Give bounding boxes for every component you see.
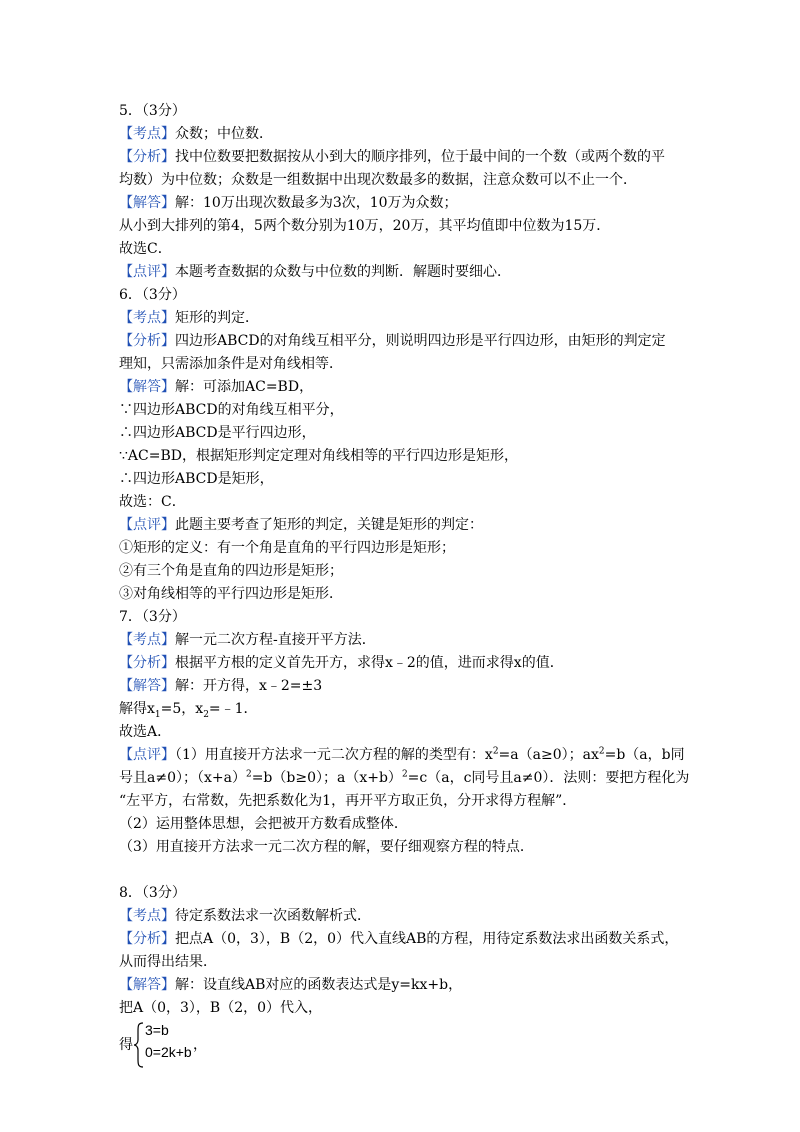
q6-jieda-line5: ∴四边形ABCD是矩形， <box>119 471 274 487</box>
q8-kaodian: 【考点】待定系数法求一次函数解析式． <box>119 908 371 924</box>
left-brace-icon <box>133 1022 145 1068</box>
solutions-body <box>119 100 689 1068</box>
q7-dianping: 【点评】（1）用直接开方法求一元二次方程的解的类型有：$x^2=a(a\ge 0)$；$ax^2=b(a$，b同 <box>119 746 685 763</box>
q5-jieda-line2: 从小到大排列的第4，5两个数分别为10万，20万，其平均值即中位数为15万． <box>119 218 611 234</box>
fenxi-tag: 【分析】 <box>119 333 175 349</box>
q5-heading: 5．（3分） <box>119 103 186 119</box>
q5-jieda: 【解答】解：10万出现次数最多为3次，10万为众数； <box>119 195 458 211</box>
q7-fenxi: 【分析】根据平方根的定义首先开方，求得x﹣2的值，进而求得x的值． <box>119 655 564 671</box>
q6-dianping-item3: ③对角线相等的平行四边形是矩形． <box>119 586 343 602</box>
dianping-tag: 【点评】 <box>119 747 175 763</box>
q6-kaodian: 【考点】矩形的判定． <box>119 310 259 326</box>
q8-fenxi-cont: 从而得出结果． <box>119 954 217 970</box>
q5-fenxi: 【分析】找中位数要把数据按从小到大的顺序排列，位于最中间的一个数（或两个数的平 <box>119 149 665 165</box>
jieda-tag: 【解答】 <box>119 678 175 694</box>
dianping-tag: 【点评】 <box>119 264 175 280</box>
q5-answer: 故选C． <box>119 241 172 257</box>
jieda-tag: 【解答】 <box>119 977 175 993</box>
fenxi-tag: 【分析】 <box>119 931 175 947</box>
q5-kaodian: 【考点】众数；中位数． <box>119 126 273 142</box>
section-gap <box>119 859 689 882</box>
q7-jieda: 【解答】解：开方得，x﹣2=±3 <box>119 678 323 694</box>
equation-system <box>119 1022 689 1068</box>
q5-fenxi-cont: 均数）为中位数；众数是一组数据中出现次数最多的数据，注意众数可以不止一个． <box>119 172 637 188</box>
fenxi-tag: 【分析】 <box>119 655 175 671</box>
q6-jieda-line4: ∵AC=BD，根据矩形判定定理对角线相等的平行四边形是矩形， <box>119 448 518 464</box>
equation-system-prefix: 得 <box>119 1037 133 1053</box>
q6-dianping-item2: ②有三个角是直角的四边形是矩形； <box>119 563 343 579</box>
q7-jieda-line2: 解得$x_1=5$，$x_2=﹣1$． <box>119 701 258 720</box>
q6-jieda-line3: ∴四边形ABCD是平行四边形， <box>119 425 316 441</box>
q6-dianping-item1: ①矩形的定义：有一个角是直角的平行四边形是矩形； <box>119 540 455 556</box>
kaodian-tag: 【考点】 <box>119 908 175 924</box>
q7-dianping-line3: “左平方，右常数，先把系数化为1，再开平方取正负，分开求得方程解”． <box>119 793 577 809</box>
jieda-tag: 【解答】 <box>119 195 175 211</box>
q6-fenxi-cont: 理知，只需添加条件是对角线相等． <box>119 356 343 372</box>
q7-kaodian: 【考点】解一元二次方程-直接开平方法． <box>119 632 376 648</box>
q8-jieda-line2: 把A（0，3），B（2，0）代入， <box>119 1000 323 1016</box>
q6-jieda-line2: ∵四边形ABCD的对角线互相平分， <box>119 402 344 418</box>
dianping-tag: 【点评】 <box>119 517 175 533</box>
q6-dianping: 【点评】此题主要考查了矩形的判定，关键是矩形的判定： <box>119 517 483 533</box>
q6-answer: 故选：C． <box>119 494 186 510</box>
q8-fenxi: 【分析】把点A（0，3），B（2，0）代入直线AB的方程，用待定系数法求出函数关系式， <box>119 931 679 947</box>
q7-dianping-line4: （2）运用整体思想，会把被开方数看成整体． <box>119 816 408 832</box>
q7-heading: 7．（3分） <box>119 609 186 625</box>
q8-jieda: 【解答】解：设直线AB对应的函数表达式是y=kx+b， <box>119 977 463 993</box>
equation-row-2: 0=2k+b <box>145 1044 192 1060</box>
q6-heading: 6．（3分） <box>119 287 186 303</box>
equation-system-suffix: ， <box>193 1037 207 1053</box>
q7-dianping-line5: （3）用直接开方法求一元二次方程的解，要仔细观察方程的特点． <box>119 839 534 855</box>
q8-heading: 8．（3分） <box>119 885 186 901</box>
kaodian-tag: 【考点】 <box>119 632 175 648</box>
q6-fenxi: 【分析】四边形ABCD的对角线互相平分，则说明四边形是平行四边形，由矩形的判定定 <box>119 333 666 349</box>
kaodian-tag: 【考点】 <box>119 310 175 326</box>
q5-dianping: 【点评】本题考查数据的众数与中位数的判断．解题时要细心． <box>119 264 511 280</box>
fenxi-tag: 【分析】 <box>119 149 175 165</box>
q6-jieda: 【解答】解：可添加AC=BD， <box>119 379 314 395</box>
kaodian-tag: 【考点】 <box>119 126 175 142</box>
q7-dianping-line2: 号且a≠0）；$(x+a)^2=b(b\ge 0)$；$a(x+b)^2=c(a$，c同号且a≠0）．法则：要把方程化为 <box>119 769 690 786</box>
equation-row-1: 3=b <box>145 1022 169 1038</box>
q7-answer: 故选A． <box>119 724 172 740</box>
jieda-tag: 【解答】 <box>119 379 175 395</box>
